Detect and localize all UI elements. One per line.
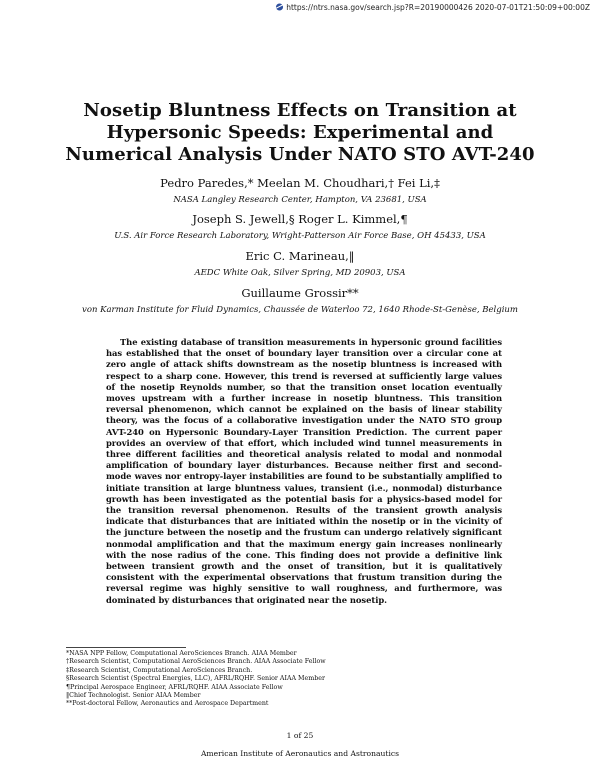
affiliation-line-2: U.S. Air Force Research Laboratory, Wright-Patterson Air Force Base, OH 45433, USA [114,231,486,241]
journal-name: American Institute of Aeronautics and Astronautics [200,749,400,758]
page-number: 1 of 25 [286,731,314,740]
footnote: ‡Research Scientist, Computational AeroSciences Branch. [66,666,253,674]
author-line-4: Guillaume Grossir** [241,286,359,300]
abstract: The existing database of transition measurements in hypersonic ground facilities has established that the onset of boundary layer transition over a circular cone at zero angle of attack shifts downstream as the nosetip bluntness is increased with respect to a sharp cone. However, this trend is reversed at sufficiently large values of the nosetip Reynolds number, so that the transition onset location eventually moves upstream with a further increase in nosetip bluntness. This transition reversal phenomenon, which cannot be explained on the basis of linear stability theory, was the focus of a collaborative investigation under the NATO STO group AVT-240 on Hypersonic Boundary-Layer Transition Prediction. The current paper provides an overview of that effort, which included wind tunnel measurements in three different facilities and theoretical analysis related to modal and nonmodal amplification of boundary layer disturbances. Because neither first and second-mode waves nor entropy-layer instabilities are found to be substantially amplified to initiate transition at large bluntness values, transient (i.e., nonmodal) disturbance growth has been investigated as the potential basis for a physics-based model for the transition reversal phenomenon. Results of the transient growth analysis indicate that disturbances that are initiated within the nosetip or in the vicinity of the juncture between the nosetip and the frustum can undergo relatively significant nonmodal amplification and that the maximum energy gain increases nonlinearly with the nose radius of the cone. This finding does not provide a definitive link between transient growth and the onset of transition, but it is qualitatively consistent with the experimental observations that frustum transition during the reversal regime was highly sensitive to wall roughness, and furthermore, was dominated by disturbances that originated near the nosetip. [106,337,502,605]
source-stamp [275,3,590,12]
author-line-2: Joseph S. Jewell,§ Roger L. Kimmel,¶ [192,212,408,226]
footnote: ‖Chief Technologist. Senior AIAA Member [66,692,201,700]
footnote: §Research Scientist (Spectral Energies, LLC), AFRL/RQHF. Senior AIAA Member [66,675,325,683]
footnote: *NASA NPP Fellow, Computational AeroSciences Branch. AIAA Member [66,650,297,657]
footnote: ¶Principal Aerospace Engineer, AFRL/RQHF. AIAA Associate Fellow [66,683,283,691]
paper-title: Nosetip Bluntness Effects on Transition at Hypersonic Speeds: Experimental and Numerical Analysis Under NATO STO AVT-240 [65,100,535,165]
author-line-3: Eric C. Marineau,‖ [245,249,355,263]
footnotes [66,650,326,709]
affiliation-line-1: NASA Langley Research Center, Hampton, VA 23681, USA [173,195,427,205]
author-line-1: Pedro Paredes,* Meelan M. Choudhari,† Fei Li,‡ [160,176,440,190]
affiliation-line-3: AEDC White Oak, Silver Spring, MD 20903, USA [194,268,406,278]
affiliation-line-4: von Karman Institute for Fluid Dynamics, Chaussée de Waterloo 72, 1640 Rhode-St-Genèse, Belgium [82,305,518,315]
source-stamp-text: https://ntrs.nasa.gov/search.jsp?R=20190000426 2020-07-01T21:50:09+00:00Z [286,3,590,12]
ntrs-logo-icon [275,3,284,11]
footnote: †Research Scientist, Computational AeroSciences Branch. AIAA Associate Fellow [66,658,326,666]
footnote: **Post-doctoral Fellow, Aeronautics and Aerospace Department [66,700,269,708]
footnote-divider [66,647,186,648]
